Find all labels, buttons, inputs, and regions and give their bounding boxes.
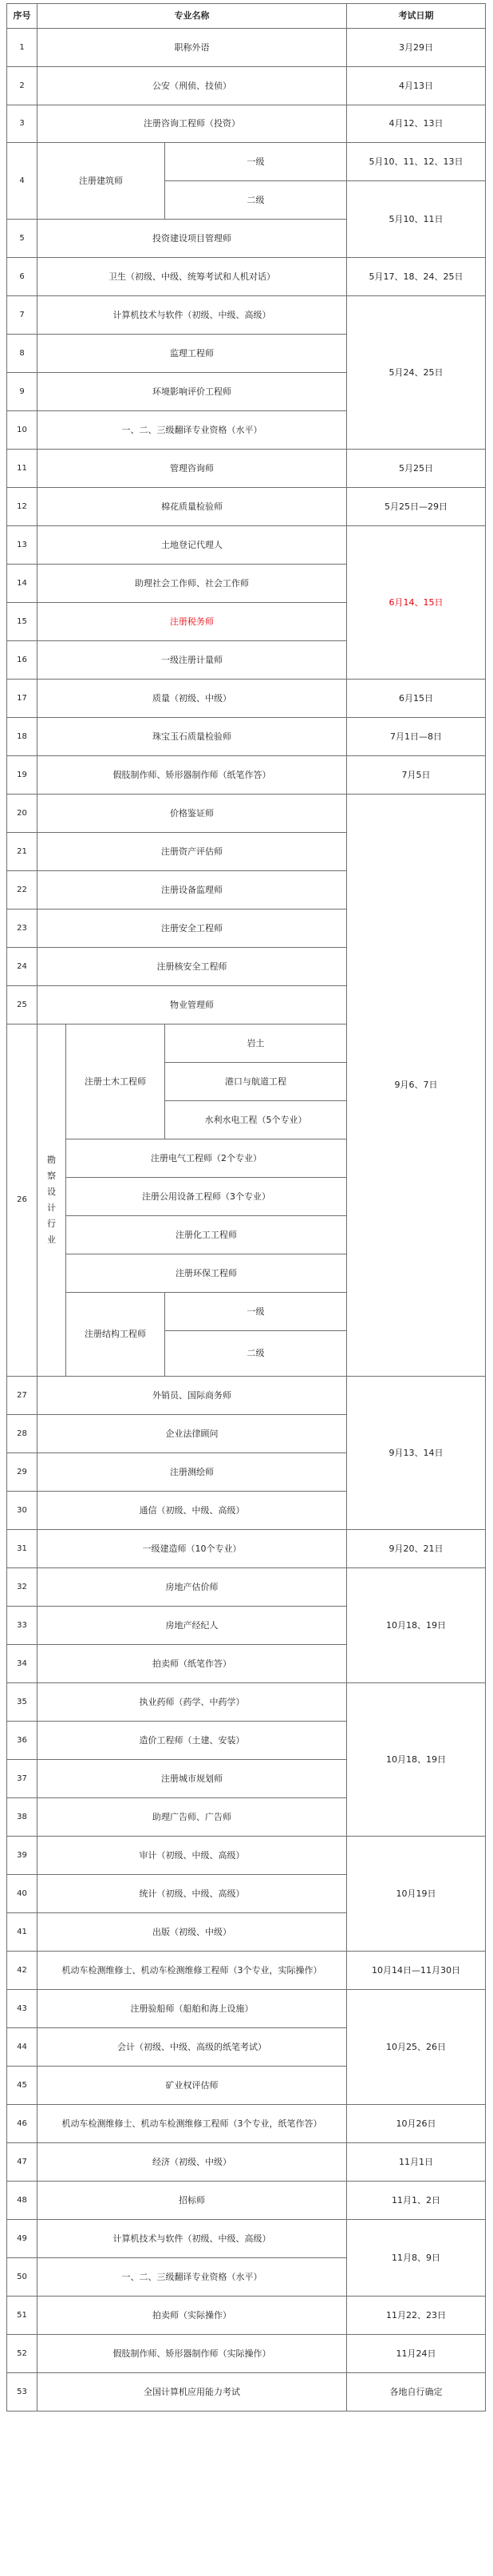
table-row	[7, 2220, 486, 2258]
table-row	[7, 67, 486, 105]
row-no: 8	[7, 335, 37, 373]
row-no: 33	[7, 1607, 37, 1645]
row-no: 3	[7, 105, 37, 143]
row-no: 4	[7, 143, 37, 220]
row-name: 注册电气工程师（2个专业）	[66, 1139, 347, 1178]
row-name: 拍卖师（实际操作）	[37, 2297, 347, 2335]
row-name: 会计（初级、中级、高级的纸笔考试）	[37, 2028, 347, 2067]
row-date: 4月13日	[347, 67, 486, 105]
row-no: 26	[7, 1024, 37, 1377]
row-name: 管理咨询师	[37, 450, 347, 488]
row-no: 5	[7, 220, 37, 258]
header-row	[7, 4, 486, 29]
row-name: 投资建设项目管理师	[37, 220, 347, 258]
row-no: 9	[7, 373, 37, 411]
row-date: 5月25日	[347, 450, 486, 488]
row-date: 11月1日	[347, 2143, 486, 2182]
row-name: 注册咨询工程师（投资）	[37, 105, 347, 143]
table-row	[7, 2143, 486, 2182]
row-name: 房地产经纪人	[37, 1607, 347, 1645]
row-group: 注册结构工程师	[66, 1293, 165, 1377]
row-no: 21	[7, 833, 37, 871]
row-name: 拍卖师（纸笔作答）	[37, 1645, 347, 1683]
table-row	[7, 2335, 486, 2373]
row-date: 6月15日	[347, 680, 486, 718]
row-name: 注册资产评估师	[37, 833, 347, 871]
row-no: 31	[7, 1530, 37, 1568]
table-row	[7, 143, 486, 181]
table-row	[7, 795, 486, 833]
row-no: 10	[7, 411, 37, 450]
row-no: 27	[7, 1377, 37, 1415]
table-row	[7, 2105, 486, 2143]
row-name: 一、二、三级翻译专业资格（水平）	[37, 411, 347, 450]
row-no: 50	[7, 2258, 37, 2297]
row-no: 12	[7, 488, 37, 526]
row-no: 24	[7, 948, 37, 986]
row-name: 注册环保工程师	[66, 1254, 347, 1293]
row-no: 37	[7, 1760, 37, 1798]
row-name: 机动车检测维修士、机动车检测维修工程师（3个专业，实际操作）	[37, 1952, 347, 1990]
row-name: 全国计算机应用能力考试	[37, 2373, 347, 2412]
row-no: 28	[7, 1415, 37, 1453]
row-no: 7	[7, 296, 37, 335]
row-date: 4月12、13日	[347, 105, 486, 143]
exam-schedule-table	[6, 3, 486, 2412]
row-name: 质量（初级、中级）	[37, 680, 347, 718]
row-name: 职称外语	[37, 29, 347, 67]
row-sub: 水利水电工程（5个专业）	[165, 1101, 347, 1139]
row-sub: 一级	[165, 1293, 347, 1331]
row-no: 51	[7, 2297, 37, 2335]
row-sub: 二级	[165, 181, 347, 220]
row-name: 珠宝玉石质量检验师	[37, 718, 347, 756]
row-name: 棉花质量检验师	[37, 488, 347, 526]
row-no: 43	[7, 1990, 37, 2028]
row-name: 计算机技术与软件（初级、中级、高级）	[37, 296, 347, 335]
row-name: 审计（初级、中级、高级）	[37, 1837, 347, 1875]
row-date: 5月25日—29日	[347, 488, 486, 526]
row-name: 机动车检测维修士、机动车检测维修工程师（3个专业，纸笔作答）	[37, 2105, 347, 2143]
row-no: 48	[7, 2182, 37, 2220]
row-date: 11月1、2日	[347, 2182, 486, 2220]
table-row	[7, 1990, 486, 2028]
row-date: 10月18、19日	[347, 1683, 486, 1837]
row-name: 计算机技术与软件（初级、中级、高级）	[37, 2220, 347, 2258]
row-no: 38	[7, 1798, 37, 1837]
row-name: 外销员、国际商务师	[37, 1377, 347, 1415]
row-name: 助理广告师、广告师	[37, 1798, 347, 1837]
row-name: 注册设备监理师	[37, 871, 347, 910]
row-no: 47	[7, 2143, 37, 2182]
row-date: 9月20、21日	[347, 1530, 486, 1568]
row-name: 注册核安全工程师	[37, 948, 347, 986]
row-name: 招标师	[37, 2182, 347, 2220]
table-row	[7, 2297, 486, 2335]
row-no: 36	[7, 1722, 37, 1760]
row-no: 25	[7, 986, 37, 1024]
row-no: 42	[7, 1952, 37, 1990]
row-date: 7月1日—8日	[347, 718, 486, 756]
row-no: 23	[7, 910, 37, 948]
row-name: 助理社会工作师、社会工作师	[37, 565, 347, 603]
row-outer-group	[37, 1024, 66, 1377]
row-no: 53	[7, 2373, 37, 2412]
row-name: 注册安全工程师	[37, 910, 347, 948]
row-name: 执业药师（药学、中药学）	[37, 1683, 347, 1722]
row-no: 40	[7, 1875, 37, 1913]
table-row	[7, 1837, 486, 1875]
row-name: 假肢制作师、矫形器制作师（实际操作）	[37, 2335, 347, 2373]
row-no: 20	[7, 795, 37, 833]
row-no: 15	[7, 603, 37, 641]
row-sub: 岩土	[165, 1024, 347, 1063]
row-name: 矿业权评估师	[37, 2067, 347, 2105]
table-row	[7, 2182, 486, 2220]
row-no: 18	[7, 718, 37, 756]
row-date: 5月10、11、12、13日	[347, 143, 486, 181]
row-name: 注册验船师（船舶和海上设施）	[37, 1990, 347, 2028]
table-row	[7, 526, 486, 565]
row-name: 一级建造师（10个专业）	[37, 1530, 347, 1568]
header-date: 考试日期	[347, 4, 486, 29]
row-name: 一级注册计量师	[37, 641, 347, 680]
row-name: 假肢制作师、矫形器制作师（纸笔作答）	[37, 756, 347, 795]
row-date: 各地自行确定	[347, 2373, 486, 2412]
row-date: 10月25、26日	[347, 1990, 486, 2105]
row-no: 14	[7, 565, 37, 603]
row-no: 41	[7, 1913, 37, 1952]
row-no: 34	[7, 1645, 37, 1683]
table-row	[7, 718, 486, 756]
row-no: 39	[7, 1837, 37, 1875]
row-no: 11	[7, 450, 37, 488]
row-date: 3月29日	[347, 29, 486, 67]
row-name: 造价工程师（土建、安装）	[37, 1722, 347, 1760]
table-row	[7, 29, 486, 67]
row-name: 注册化工工程师	[66, 1216, 347, 1254]
row-no: 1	[7, 29, 37, 67]
row-name: 通信（初级、中级、高级）	[37, 1492, 347, 1530]
row-name: 房地产估价师	[37, 1568, 347, 1607]
row-no: 35	[7, 1683, 37, 1722]
table-row	[7, 2373, 486, 2412]
table-row	[7, 1952, 486, 1990]
row-date: 10月19日	[347, 1837, 486, 1952]
row-date: 11月8、9日	[347, 2220, 486, 2297]
row-name: 卫生（初级、中级、统筹考试和人机对话）	[37, 258, 347, 296]
row-name: 注册税务师	[37, 603, 347, 641]
row-date: 9月6、7日	[347, 795, 486, 1377]
row-sub: 港口与航道工程	[165, 1063, 347, 1101]
row-name: 监理工程师	[37, 335, 347, 373]
table-row	[7, 756, 486, 795]
row-no: 17	[7, 680, 37, 718]
row-no: 6	[7, 258, 37, 296]
row-name: 公安（刑侦、技侦）	[37, 67, 347, 105]
row-date: 5月10、11日	[347, 181, 486, 258]
row-date: 10月26日	[347, 2105, 486, 2143]
row-date: 10月18、19日	[347, 1568, 486, 1683]
header-no: 序号	[7, 4, 37, 29]
row-group: 注册建筑师	[37, 143, 165, 220]
row-no: 49	[7, 2220, 37, 2258]
row-no: 30	[7, 1492, 37, 1530]
table-row	[7, 1568, 486, 1607]
row-sub: 二级	[165, 1331, 347, 1377]
row-date: 7月5日	[347, 756, 486, 795]
row-no: 19	[7, 756, 37, 795]
row-date: 11月24日	[347, 2335, 486, 2373]
table-row	[7, 105, 486, 143]
row-no: 16	[7, 641, 37, 680]
row-no: 46	[7, 2105, 37, 2143]
row-name: 土地登记代理人	[37, 526, 347, 565]
table-row	[7, 296, 486, 335]
row-no: 22	[7, 871, 37, 910]
row-no: 52	[7, 2335, 37, 2373]
row-name: 环境影响评价工程师	[37, 373, 347, 411]
table-row	[7, 258, 486, 296]
row-name: 价格鉴证师	[37, 795, 347, 833]
row-name: 一、二、三级翻译专业资格（水平）	[37, 2258, 347, 2297]
row-no: 13	[7, 526, 37, 565]
row-no: 29	[7, 1453, 37, 1492]
outer-group-label: 勘 察 设 计 行 业	[47, 1155, 56, 1245]
row-no: 2	[7, 67, 37, 105]
row-name: 注册测绘师	[37, 1453, 347, 1492]
row-no: 45	[7, 2067, 37, 2105]
table-row	[7, 450, 486, 488]
table-row	[7, 680, 486, 718]
table-row	[7, 488, 486, 526]
row-date: 5月24、25日	[347, 296, 486, 450]
row-name: 出版（初级、中级）	[37, 1913, 347, 1952]
row-name: 物业管理师	[37, 986, 347, 1024]
row-name: 注册公用设备工程师（3个专业）	[66, 1178, 347, 1216]
row-date: 10月14日—11月30日	[347, 1952, 486, 1990]
row-sub: 一级	[165, 143, 347, 181]
table-row	[7, 1377, 486, 1415]
row-date: 9月13、14日	[347, 1377, 486, 1530]
header-name: 专业名称	[37, 4, 347, 29]
row-no: 44	[7, 2028, 37, 2067]
table-row	[7, 1530, 486, 1568]
row-group: 注册土木工程师	[66, 1024, 165, 1139]
row-no: 32	[7, 1568, 37, 1607]
row-name: 统计（初级、中级、高级）	[37, 1875, 347, 1913]
row-name: 注册城市规划师	[37, 1760, 347, 1798]
row-date: 5月17、18、24、25日	[347, 258, 486, 296]
table-row	[7, 1683, 486, 1722]
row-name: 经济（初级、中级）	[37, 2143, 347, 2182]
row-name: 企业法律顾问	[37, 1415, 347, 1453]
row-date: 6月14、15日	[347, 526, 486, 680]
row-date: 11月22、23日	[347, 2297, 486, 2335]
